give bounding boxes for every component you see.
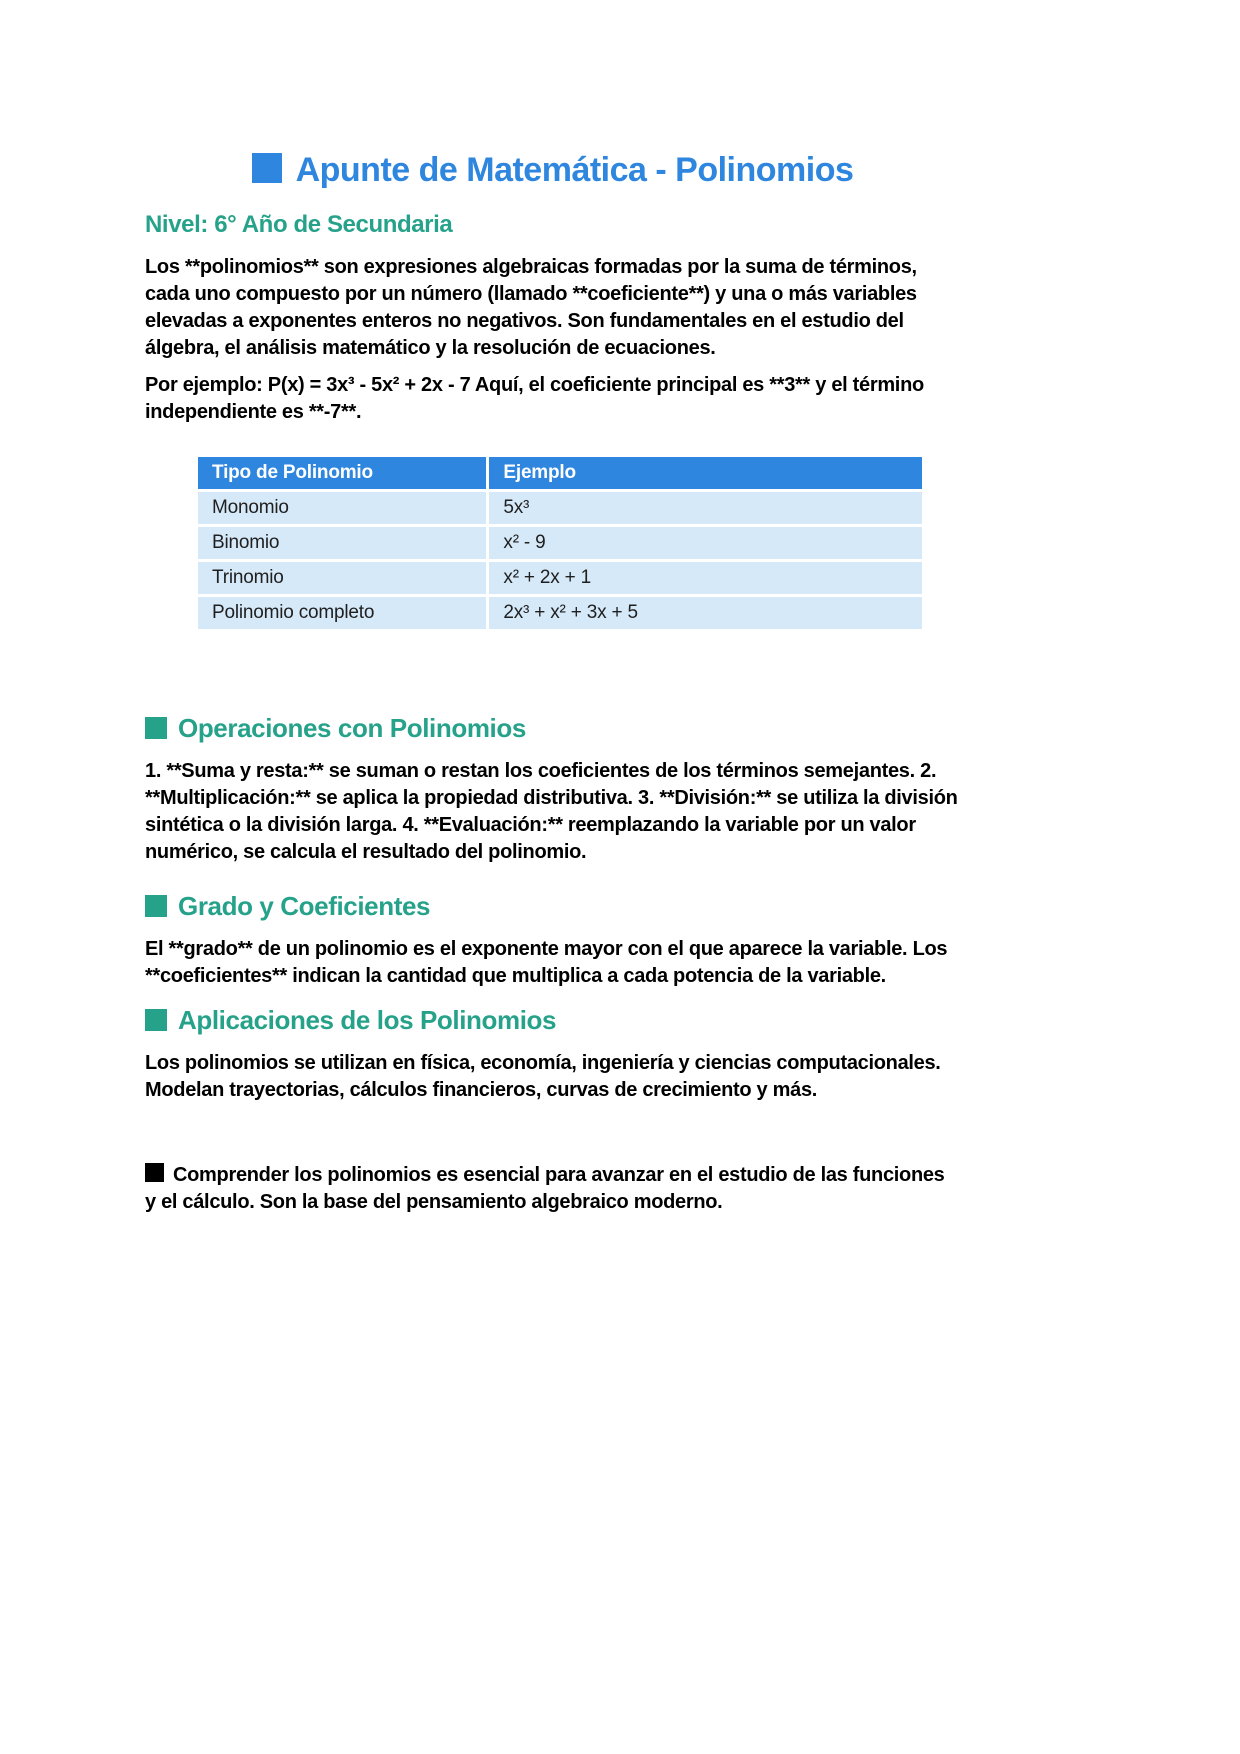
table-header-row <box>198 457 922 489</box>
cell-tipo: Trinomio <box>198 562 486 594</box>
section-heading-text: Operaciones con Polinomios <box>178 713 526 743</box>
cell-tipo: Monomio <box>198 492 486 524</box>
teal-square-icon <box>145 895 167 917</box>
page-title <box>145 150 960 190</box>
section-paragraph-operaciones: 1. **Suma y resta:** se suman o restan los coeficientes de los términos semejantes. 2. **Multiplicación:** se aplica la propiedad distributiva. 3. **División:** se utiliza la división sintética o la división larga. 4. **Evaluación:** reemplazando la variable por un valor numérico, se calcula el resultado del polinomio. <box>145 760 958 863</box>
section-paragraph-aplicaciones: Los polinomios se utilizan en física, economía, ingeniería y ciencias computacionales. Modelan trayectorias, cálculos financieros, curvas de crecimiento y más. <box>145 1052 941 1101</box>
cell-tipo: Binomio <box>198 527 486 559</box>
table-row <box>198 492 922 524</box>
cell-ejemplo: 5x³ <box>489 492 922 524</box>
polynomial-types-table <box>195 454 925 632</box>
section-heading-operaciones <box>145 712 960 744</box>
table-header-cell-tipo: Tipo de Polinomio <box>198 457 486 489</box>
conclusion-paragraph <box>145 1162 960 1216</box>
level-heading: Nivel: 6° Año de Secundaria <box>145 211 453 238</box>
cell-ejemplo: x² + 2x + 1 <box>489 562 922 594</box>
example-paragraph: Por ejemplo: P(x) = 3x³ - 5x² + 2x - 7 Aquí, el coeficiente principal es **3** y el término independiente es **-7**. <box>145 374 924 423</box>
cell-ejemplo: x² - 9 <box>489 527 922 559</box>
conclusion-text: Comprender los polinomios es esencial para avanzar en el estudio de las funciones y el cálculo. Son la base del pensamiento algebraico moderno. <box>145 1164 945 1213</box>
section-paragraph-grado: El **grado** de un polinomio es el exponente mayor con el que aparece la variable. Los **coeficientes** indican la cantidad que multiplica a cada potencia de la variable. <box>145 938 948 987</box>
teal-square-icon <box>145 717 167 739</box>
intro-paragraph: Los **polinomios** son expresiones algebraicas formadas por la suma de términos, cada uno compuesto por un número (llamado **coeficiente**) y una o más variables elevadas a exponentes enteros no negativos. Son fundamentales en el estudio del álgebra, el análisis matemático y la resolución de ecuaciones. <box>145 256 917 359</box>
section-heading-text: Aplicaciones de los Polinomios <box>178 1005 557 1035</box>
teal-square-icon <box>145 1009 167 1031</box>
section-heading-grado <box>145 890 960 922</box>
table-header-cell-ejemplo: Ejemplo <box>489 457 922 489</box>
section-heading-aplicaciones <box>145 1004 960 1036</box>
cell-tipo: Polinomio completo <box>198 597 486 629</box>
black-square-icon <box>145 1163 164 1182</box>
page-title-text: Apunte de Matemática - Polinomios <box>295 151 854 189</box>
table-row <box>198 597 922 629</box>
table-row <box>198 527 922 559</box>
section-heading-text: Grado y Coeficientes <box>178 891 431 921</box>
cell-ejemplo: 2x³ + x² + 3x + 5 <box>489 597 922 629</box>
polynomial-types-table-wrapper <box>195 454 925 632</box>
table-row <box>198 562 922 594</box>
blue-square-icon <box>252 153 282 183</box>
